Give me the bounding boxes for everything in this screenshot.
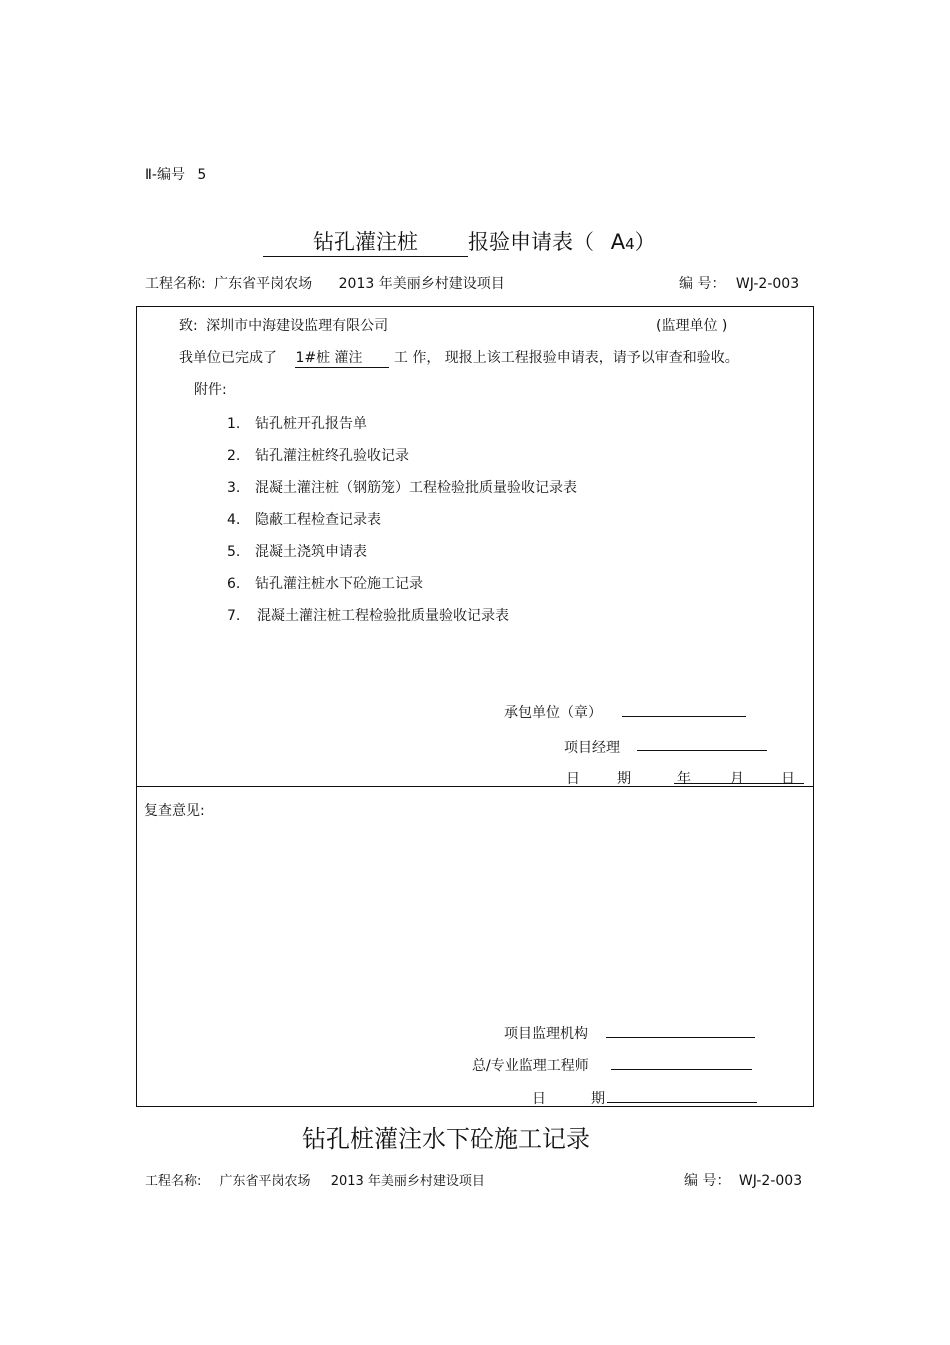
contractor-label: 承包单位（章） [504,705,602,721]
form-title-code: A [610,230,626,254]
code-label: 编 号： [679,276,726,292]
form-title-code-sub: 4 [625,235,635,253]
list-item: 2. 钻孔灌注桩终孔验收记录 [227,448,409,464]
project-line [145,273,505,293]
list-item: 7. 混凝土灌注桩工程检验批质量验收记录表 [227,608,509,624]
section-divider [136,786,814,787]
next-project-name-2: 2013 年美丽乡村建设项目 [330,1174,485,1189]
contractor-signature-line [622,716,746,717]
to-value: 深圳市中海建设监理有限公司 [206,318,389,334]
form-title-rest: 报验申请表（ [468,230,594,254]
project-name-2: 2013 年美丽乡村建设项目 [338,276,505,292]
form-code [679,273,799,293]
form-title [263,226,656,257]
next-form-code [684,1170,802,1190]
list-item: 5. 混凝土浇筑申请表 [227,544,367,560]
year-label: 年 [677,771,691,787]
engineer-label: 总/专业监理工程师 [472,1058,589,1074]
form-title-subject: 钻孔灌注桩 [263,226,468,257]
list-item: 3. 混凝土灌注桩（钢筋笼）工程检验批质量验收记录表 [227,480,577,496]
attachments-label: 附件: [194,382,227,398]
list-item: 1. 钻孔桩开孔报告单 [227,416,367,432]
code-value: WJ-2-003 [735,276,800,292]
list-item: 6. 钻孔灌注桩水下砼施工记录 [227,576,423,592]
review-date-line [607,1102,757,1103]
body-suffix: 工 作， 现报上该工程报验申请表，请予以审查和验收。 [393,350,739,366]
body-line [179,347,739,368]
project-name: 广东省平岗农场 [214,276,313,292]
body-fill: 1#桩 灌注 [295,347,389,368]
review-date-label-2: 期 [591,1091,605,1107]
doc-number-value: 5 [197,167,207,183]
to-line [179,315,388,335]
doc-number-label: Ⅱ-编号 [145,167,185,183]
to-suffix: (监理单位 ) [656,318,728,334]
next-project-line [145,1170,485,1189]
opinion-label: 复查意见: [144,803,205,819]
supervision-org-label: 项目监理机构 [504,1026,588,1042]
engineer-signature-line [611,1069,752,1070]
date-label-2: 期 [617,771,631,787]
body-prefix: 我单位已完成了 [179,350,277,366]
manager-label: 项目经理 [564,740,620,756]
month-label: 月 [730,771,744,787]
next-form-title: 钻孔桩灌注水下砼施工记录 [302,1125,590,1153]
form-title-close: ） [634,230,656,254]
manager-signature-line [637,750,767,751]
next-project-name: 广东省平岗农场 [219,1174,311,1189]
supervision-org-line [606,1037,755,1038]
next-code-value: WJ-2-003 [738,1173,803,1189]
next-code-label: 编 号： [684,1173,731,1189]
day-label: 日 [781,771,795,787]
to-label: 致: [179,318,198,334]
list-item: 4. 隐蔽工程检查记录表 [227,512,381,528]
review-date-label-1: 日 [532,1091,546,1107]
date-label-1: 日 [566,771,580,787]
project-label: 工程名称: [145,276,206,292]
next-project-label: 工程名称: [145,1174,202,1189]
doc-number [145,164,206,184]
